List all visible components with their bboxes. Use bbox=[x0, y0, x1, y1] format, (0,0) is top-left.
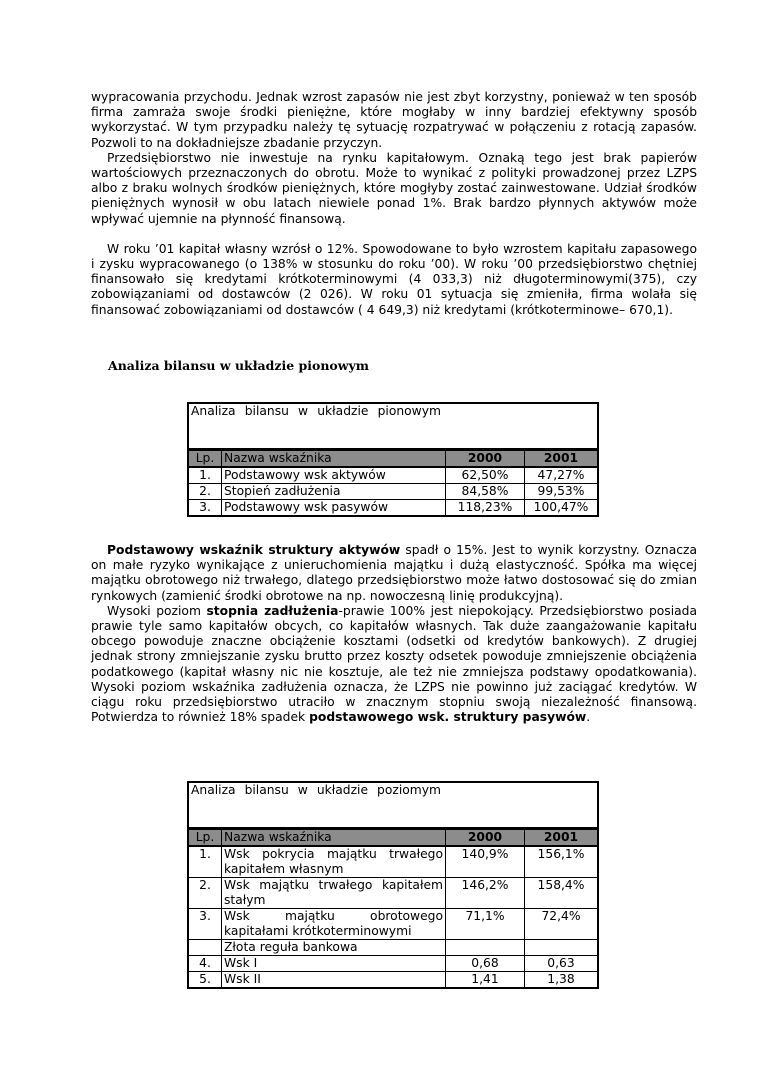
table-row: 1. Wsk pokrycia majątku trwałego kapitałem własnym 140,9% 156,1% bbox=[188, 846, 598, 878]
table-row: 3. Podstawowy wsk pasywów 118,23% 100,47% bbox=[188, 500, 598, 517]
paragraph-debt: Wysoki poziom stopnia zadłużenia-prawie 100% jest niepokojący. Przedsiębiorstwo posiada prawie tyle samo kapitałów obcych, co kapitałów własnych. Tak duże zaangażowanie kapitału obcego powoduje znaczne obciążenie kosztami (odsetki od kredytów bankowych). Z drugiej jednak strony zmniejszanie zysku brutto przez koszty odsetek powoduje zmniejszenie obciążenia podatkowego (kapitał własny nic nie kosztuje, ale też nie zmniejsza podstawy opodatkowania). Wysoki poziom wskaźnika zadłużenia oznacza, że LZPS nie powinno już zaciągać kredytów. W ciągu roku przedsiębiorstwo utraciło w znacznym stopniu swoją niezależność finansową. Potwierdza to również 18% spadek podstawowego wsk. struktury pasywów. bbox=[91, 603, 697, 725]
table-row: 3. Wsk majątku obrotowego kapitałami krótkoterminowymi 71,1% 72,4% bbox=[188, 909, 598, 940]
table-vertical-analysis bbox=[187, 402, 599, 517]
table-horizontal-analysis bbox=[187, 781, 599, 989]
table-row: 2. Stopień zadłużenia 84,58% 99,53% bbox=[188, 484, 598, 500]
table-header-row: Lp. Nazwa wskaźnika 2000 2001 bbox=[188, 829, 598, 847]
section-heading: Analiza bilansu w układzie pionowym bbox=[108, 358, 369, 373]
table-row: Złota reguła bankowa bbox=[188, 940, 598, 956]
table-title: Analiza bilansu w układzie pionowym bbox=[188, 403, 446, 450]
table-header-row: Lp. Nazwa wskaźnika 2000 2001 bbox=[188, 450, 598, 468]
table-row: 1. Podstawowy wsk aktywów 62,50% 47,27% bbox=[188, 467, 598, 484]
document-body-2 bbox=[91, 543, 697, 725]
paragraph-asset-structure: Podstawowy wskaźnik struktury aktywów spadł o 15%. Jest to wynik korzystny. Oznacza on małe ryzyko wynikające z unieruchomienia majątku i dużą elastyczność. Spółka ma więcej majątku obrotowego niż trwałego, dlatego przedsiębiorstwo może łatwo dostosować się do zmian rynkowych (zamienić środki obrotowe na np. nowoczesną linię produkcyjną). bbox=[91, 543, 697, 603]
table-row: 5. Wsk II 1,41 1,38 bbox=[188, 972, 598, 989]
table-row: 4. Wsk I 0,68 0,63 bbox=[188, 956, 598, 972]
paragraph-capital-market: Przedsiębiorstwo nie inwestuje na rynku kapitałowym. Oznaką tego jest brak papierów wartościowych przeznaczonych do obrotu. Może to wynikać z polityki prowadzonej przez LZPS albo z braku wolnych środków pieniężnych, które mogłyby zostać zainwestowane. Udział środków pieniężnych wynosił w obu latach niewiele ponad 1%. Brak bardzo płynnych aktywów może wpływać ujemnie na płynność finansową. bbox=[91, 150, 697, 226]
table-row: 2. Wsk majątku trwałego kapitałem stałym 146,2% 158,4% bbox=[188, 878, 598, 909]
table-title: Analiza bilansu w układzie poziomym bbox=[188, 782, 446, 829]
paragraph-equity: W roku ’01 kapitał własny wzrósł o 12%. Spowodowane to było wzrostem kapitału zapasowego i zysku wypracowanego (o 138% w stosunku do roku ’00). W roku ’00 przedsiębiorstwo chętniej finansowało się kredytami krótkoterminowymi (4 033,3) niż długoterminowymi(375), czy zobowiązaniami od dostawców (2 026). W roku 01 sytuacja się zmieniła, firma wolała się finansować zobowiązaniami od dostawców ( 4 649,3) niż kredytami (krótkoterminowe– 670,1). bbox=[91, 241, 697, 317]
document-body bbox=[91, 90, 697, 318]
paragraph-inventory: wypracowania przychodu. Jednak wzrost zapasów nie jest zbyt korzystny, ponieważ w ten sposób firma zamraża swoje środki pieniężne, które mogłaby w inny bardziej efektywny sposób wykorzystać. W tym przypadku należy tę sytuację rozpatrywać w połączeniu z rotacją zapasów. Pozwoli to na dokładniejsze zbadanie przyczyn. bbox=[91, 90, 697, 150]
